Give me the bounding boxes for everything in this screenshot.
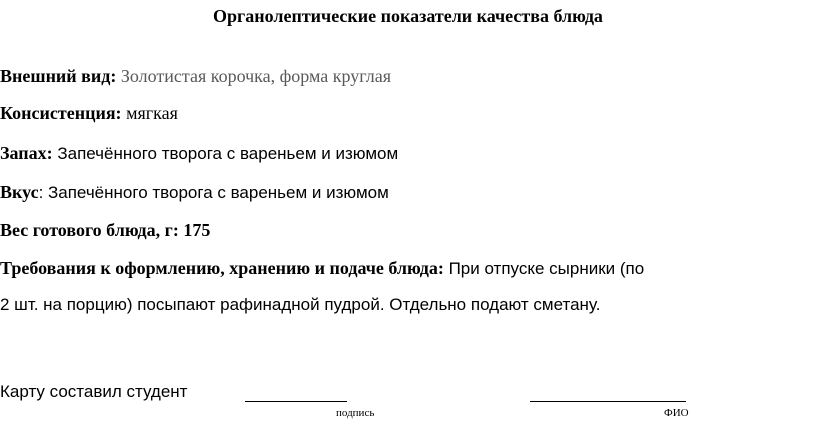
signature-label: Карту составил студент <box>0 382 188 401</box>
signature-line <box>245 401 347 402</box>
name-caption: ФИО <box>664 407 689 419</box>
weight-label: Вес готового блюда, г: 175 <box>0 220 211 240</box>
appearance-label: Внешний вид: <box>0 66 117 86</box>
consistency-row <box>0 101 812 125</box>
consistency-label: Консистенция: <box>0 103 122 123</box>
taste-value: : Запечённого творога с вареньем и изюмом <box>38 183 389 202</box>
requirements-value-line1: При отпуске сырники (по <box>443 259 645 278</box>
appearance-value: Золотистая корочка, форма круглая <box>116 66 391 86</box>
requirements-value-line2: 2 шт. на порцию) посыпают рафинадной пудрой. Отдельно подают сметану. <box>0 295 601 314</box>
document-title: Органолептические показатели качества блюда <box>213 6 603 26</box>
requirements-row <box>0 256 812 281</box>
smell-row <box>0 141 812 166</box>
smell-value: Запечённого творога с вареньем и изюмом <box>52 144 399 163</box>
taste-label: Вкус <box>0 182 39 202</box>
signature-caption: подпись <box>336 407 375 419</box>
name-line <box>530 401 686 402</box>
requirements-label: Требования к оформлению, хранению и подаче блюда: <box>0 258 444 278</box>
requirements-continuation-row <box>0 292 812 317</box>
weight-row <box>0 218 812 242</box>
smell-label: Запах: <box>0 143 53 163</box>
taste-row <box>0 180 812 205</box>
appearance-row <box>0 64 812 88</box>
consistency-value: мягкая <box>121 103 178 123</box>
